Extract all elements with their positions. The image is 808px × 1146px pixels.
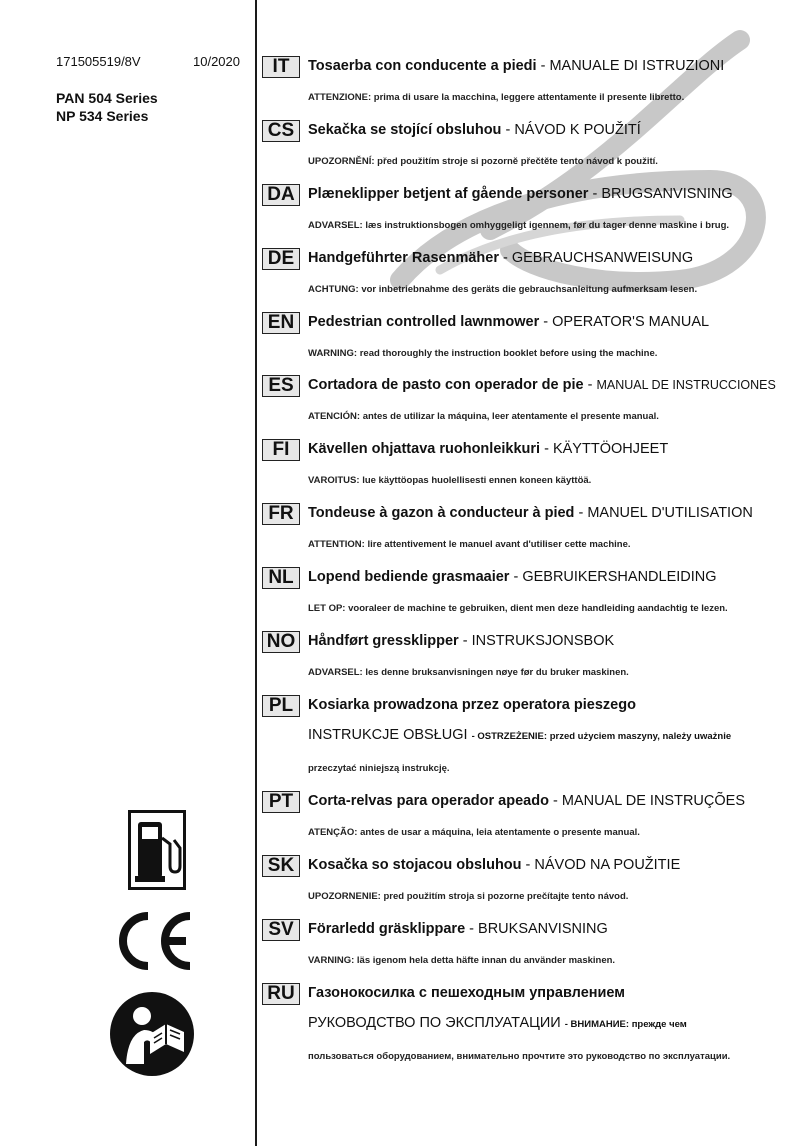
lang-title: Lopend bediende grasmaaier - GEBRUIKERSHANDLEIDING [308, 569, 717, 585]
lang-code-badge: NL [262, 567, 300, 589]
lang-title [308, 697, 636, 713]
warning-label: ADVARSEL: [308, 667, 363, 678]
lang-code-badge: SV [262, 919, 300, 941]
manual-title: GEBRUIKERSHANDLEIDING [522, 569, 717, 585]
warning-line [308, 156, 658, 167]
product-title: Tosaerba con conducente a piedi [308, 58, 537, 74]
fuel-pump-icon [128, 810, 186, 890]
lang-title: Förarledd gräsklippare - BRUKSANVISNING [308, 921, 608, 937]
manual-title: GEBRAUCHSANWEISUNG [511, 250, 694, 266]
warning-text: läs igenom hela detta häfte innan du använder maskinen. [356, 955, 616, 966]
warning-line [308, 348, 657, 359]
document-code: 171505519/8V [56, 54, 141, 69]
warning-text: прежде чем [631, 1019, 687, 1030]
warning-label: ATTENTION: [308, 539, 365, 550]
warning-text: lire attentivement le manuel avant d'utiliser cette machine. [367, 539, 631, 550]
warning-text: před použitím stroje si pozorně přečtěte tento návod k použití. [377, 156, 658, 167]
product-title: Kävellen ohjattava ruohonleikkuri [308, 441, 541, 457]
warning-label: WARNING: [308, 348, 358, 359]
warning-text: przed użyciem maszyny, należy uważnie [549, 731, 732, 742]
warning-label: LET OP: [308, 603, 346, 614]
warning-label: UPOZORNĚNÍ: [308, 156, 375, 167]
warning-line [308, 955, 615, 966]
warning-text: vooraleer de machine te gebruiken, dient men deze handleiding aandachtig te lezen. [348, 603, 728, 614]
warning-text: les denne bruksanvisningen nøye før du bruker maskinen. [365, 667, 629, 678]
warning-label: VARNING: [308, 955, 355, 966]
lang-code-badge: EN [262, 312, 300, 334]
warning-line [308, 284, 697, 295]
series-name-2: NP 534 Series [56, 108, 149, 124]
lang-code-badge: IT [262, 56, 300, 78]
manual-title: MANUAL DE INSTRUCCIONES [596, 378, 776, 392]
warning-line [308, 220, 729, 231]
warning-text: lue käyttöopas huolellisesti ennen koneen käyttöä. [362, 475, 592, 486]
product-title: Sekačka se stojící obsluhou [308, 122, 502, 138]
warning-label: ACHTUNG: [308, 284, 359, 295]
lang-code-badge: SK [262, 855, 300, 877]
warning-line [308, 603, 728, 614]
lang-code-badge: PL [262, 695, 300, 717]
product-title: Plæneklipper betjent af gående personer [308, 186, 589, 202]
lang-code-badge: ES [262, 375, 300, 397]
warning-line [308, 475, 591, 486]
lang-title: Tosaerba con conducente a piedi - MANUALE DI ISTRUZIONI [308, 58, 725, 74]
warning-label: ATENÇÃO: [308, 827, 358, 838]
warning-line [308, 411, 659, 422]
warning-label: OSTRZEŻENIE: [477, 731, 548, 742]
product-title: Cortadora de pasto con operador de pie [308, 377, 584, 393]
manual-title: РУКОВОДСТВО ПО ЭКСПЛУАТАЦИИ [308, 1015, 561, 1031]
warning-continuation: пользоваться оборудованием, внимательно прочтите это руководство по эксплуатации. [308, 1051, 731, 1062]
lang-code-badge: DA [262, 184, 300, 206]
series-name-1: PAN 504 Series [56, 90, 158, 106]
product-title: Газонокосилка с пешеходным управлением [308, 985, 626, 1001]
read-manual-icon [108, 990, 196, 1078]
manual-title: MANUALE DI ISTRUZIONI [549, 58, 725, 74]
manual-and-warning-line: РУКОВОДСТВО ПО ЭКСПЛУАТАЦИИ - ВНИМАНИЕ: прежде чем [308, 1015, 687, 1031]
warning-line [308, 827, 640, 838]
lang-title: Cortadora de pasto con operador de pie - MANUAL DE INSTRUCCIONES [308, 377, 776, 393]
product-title: Förarledd gräsklippare [308, 921, 466, 937]
lang-code-badge: CS [262, 120, 300, 142]
warning-text: read thoroughly the instruction booklet before using the machine. [359, 348, 658, 359]
warning-line [308, 891, 628, 902]
document-date: 10/2020 [193, 54, 240, 69]
product-title: Kosačka so stojacou obsluhou [308, 857, 522, 873]
warning-label: ВНИМАНИЕ: [570, 1019, 630, 1030]
product-title: Lopend bediende grasmaaier [308, 569, 510, 585]
lang-title: Kävellen ohjattava ruohonleikkuri - KÄYTTÖOHJEET [308, 441, 669, 457]
lang-code-badge: DE [262, 248, 300, 270]
manual-title: KÄYTTÖOHJEET [552, 441, 669, 457]
product-title: Handgeführter Rasenmäher [308, 250, 499, 266]
lang-code-badge: NO [262, 631, 300, 653]
warning-text: antes de utilizar la máquina, leer atentamente el presente manual. [362, 411, 659, 422]
lang-title: Tondeuse à gazon à conducteur à pied - MANUEL D'UTILISATION [308, 505, 753, 521]
product-title: Corta-relvas para operador apeado [308, 793, 549, 809]
lang-title: Plæneklipper betjent af gående personer - BRUGSANVISNING [308, 186, 733, 202]
warning-label: ATTENZIONE: [308, 92, 372, 103]
product-title: Kosiarka prowadzona przez operatora pieszego [308, 697, 636, 713]
warning-label: ADVARSEL: [308, 220, 363, 231]
lang-title: Kosačka so stojacou obsluhou - NÁVOD NA POUŽITIE [308, 857, 681, 873]
manual-title: NÁVOD NA POUŽITIE [534, 857, 681, 873]
lang-title: Handgeführter Rasenmäher - GEBRAUCHSANWEISUNG [308, 250, 694, 266]
ce-mark-icon [110, 910, 196, 972]
lang-code-badge: PT [262, 791, 300, 813]
product-title: Pedestrian controlled lawnmower [308, 314, 540, 330]
manual-title: INSTRUKSJONSBOK [471, 633, 615, 649]
manual-and-warning-line: INSTRUKCJE OBSŁUGI - OSTRZEŻENIE: przed użyciem maszyny, należy uważnie [308, 727, 732, 743]
lang-code-badge: RU [262, 983, 300, 1005]
manual-title: INSTRUKCJE OBSŁUGI [308, 727, 468, 743]
product-title: Håndført gressklipper [308, 633, 459, 649]
manual-title: OPERATOR'S MANUAL [552, 314, 710, 330]
manual-title: MANUAL DE INSTRUÇÕES [561, 793, 745, 809]
warning-label: VAROITUS: [308, 475, 360, 486]
warning-text: læs instruktionsbogen omhyggeligt igennem, før du tager denne maskine i brug. [365, 220, 730, 231]
manual-title: BRUKSANVISNING [478, 921, 608, 937]
product-title: Tondeuse à gazon à conducteur à pied [308, 505, 575, 521]
lang-title: Pedestrian controlled lawnmower - OPERATOR'S MANUAL [308, 314, 710, 330]
lang-title [308, 985, 625, 1001]
warning-text: prima di usare la macchina, leggere attentamente il presente libretto. [373, 92, 685, 103]
warning-line [308, 667, 629, 678]
manual-title: BRUGSANVISNING [601, 186, 733, 202]
warning-text: pred použitím stroja si pozorne prečítajte tento návod. [383, 891, 629, 902]
warning-line [308, 539, 631, 550]
warning-text: antes de usar a máquina, leia atentamente o presente manual. [360, 827, 640, 838]
warning-label: ATENCIÓN: [308, 411, 361, 422]
warning-label: UPOZORNENIE: [308, 891, 381, 902]
lang-code-badge: FR [262, 503, 300, 525]
warning-line [308, 92, 684, 103]
lang-title: Corta-relvas para operador apeado - MANUAL DE INSTRUÇÕES [308, 793, 745, 809]
lang-title: Sekačka se stojící obsluhou - NÁVOD K POUŽITÍ [308, 122, 641, 138]
manual-title: MANUEL D'UTILISATION [587, 505, 753, 521]
manual-title: NÁVOD K POUŽITÍ [514, 122, 641, 138]
warning-text: vor inbetriebnahme des geräts die gebrauchsanleitung aufmerksam lesen. [361, 284, 698, 295]
lang-code-badge: FI [262, 439, 300, 461]
warning-continuation: przeczytać niniejszą instrukcję. [308, 763, 450, 774]
lang-title: Håndført gressklipper - INSTRUKSJONSBOK [308, 633, 615, 649]
